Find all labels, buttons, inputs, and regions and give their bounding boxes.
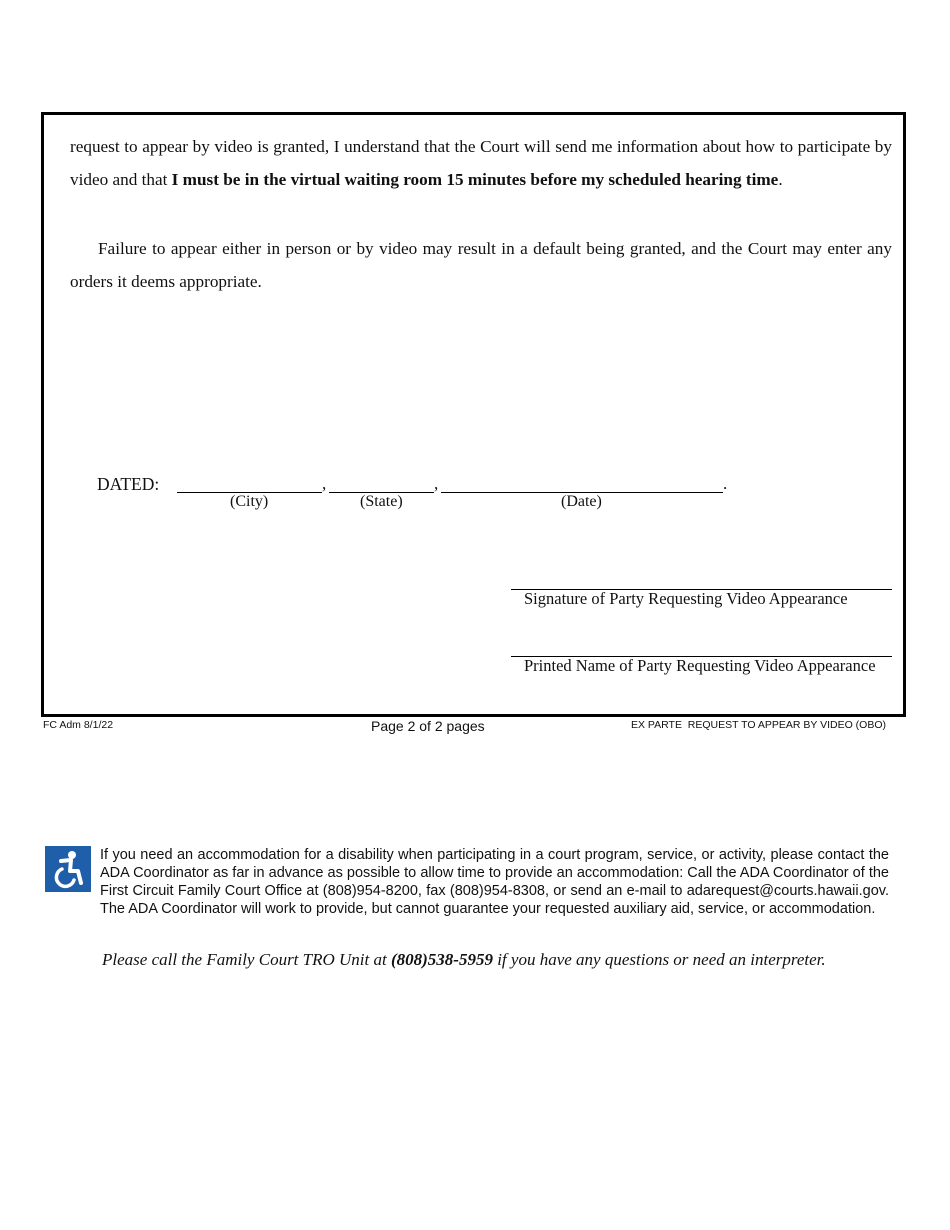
failure-to-appear-paragraph: Failure to appear either in person or by video may result in a default being granted, and the Court may enter any orders it deems appropriate. (70, 239, 892, 291)
state-caption: (State) (360, 493, 403, 510)
city-caption: (City) (230, 493, 269, 510)
date-caption: (Date) (561, 493, 602, 510)
city-comma: , (322, 474, 327, 493)
dated-label: DATED: (97, 474, 160, 494)
state-comma: , (434, 474, 439, 493)
video-instructions-text: request to appear by video is granted, I understand that the Court will send me information about how to participate by video and that (70, 137, 892, 189)
tro-phone-number: (808)538-5959 (390, 950, 493, 969)
form-frame (41, 112, 906, 717)
printed-name-label: Printed Name of Party Requesting Video Appearance (524, 656, 876, 675)
date-period: . (723, 474, 728, 493)
signature-label: Signature of Party Requesting Video Appearance (524, 589, 848, 608)
form-code: FC Adm 8/1/22 (43, 719, 114, 731)
form-title: EX PARTE REQUEST TO APPEAR BY VIDEO (OBO) (631, 719, 886, 731)
tro-unit-note: Please call the Family Court TRO Unit at (808)538-5959 if you have any questions or need an interpreter. (102, 950, 826, 969)
waiting-room-requirement: I must be in the virtual waiting room 15 minutes before my scheduled hearing time (171, 169, 779, 189)
page-number: Page 2 of 2 pages (371, 718, 485, 734)
ada-notice: If you need an accommodation for a disability when participating in a court program, service, or activity, please contact the ADA Coordinator as far in advance as possible to allow time to provide an accommodation: Call the ADA Coordinator of the First Circuit Family Court Office at (808)954-8200, fax (808)954-8308, or send an e-mail to adarequest@courts.hawaii.gov. The ADA Coordinator will work to provide, but cannot guarantee your requested auxiliary aid, service, or accommodation. (100, 847, 889, 917)
video-instructions-paragraph: request to appear by video is granted, I understand that the Court will send me information about how to participate by video and that I must be in the virtual waiting room 15 minutes before my scheduled hearing time. (70, 137, 892, 189)
accessibility-icon (45, 846, 91, 892)
